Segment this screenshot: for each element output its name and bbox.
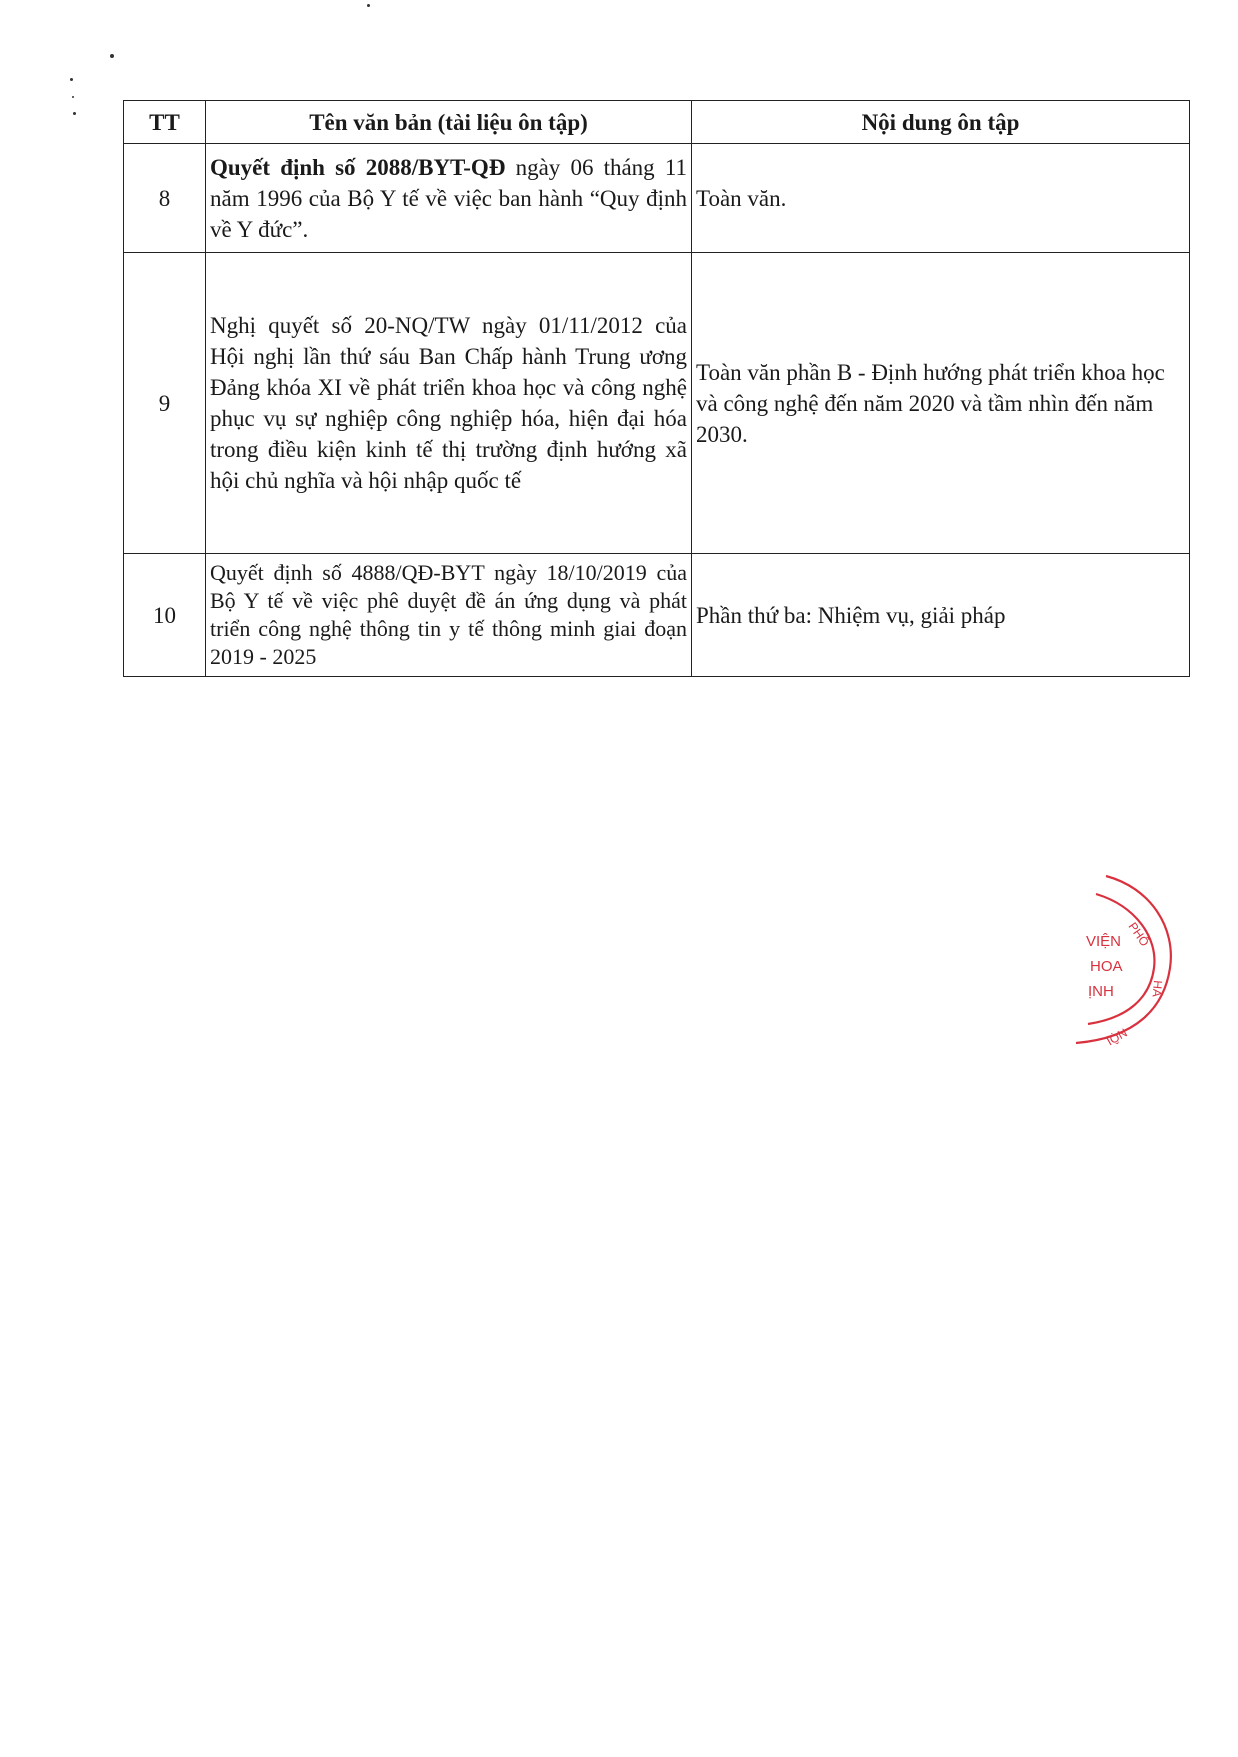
document-title-rest: ngày 06 tháng 11 năm 1996 của Bộ Y tế về việc ban hành “Quy định về Y đức”. xyxy=(210,154,687,242)
table-row xyxy=(124,253,1190,554)
document-title xyxy=(206,144,692,253)
seal-arc-text: PHỐ xyxy=(1125,919,1152,950)
header-document: Tên văn bản (tài liệu ôn tập) xyxy=(206,101,692,144)
scan-speck xyxy=(367,4,370,7)
header-content: Nội dung ôn tập xyxy=(692,101,1190,144)
scan-speck xyxy=(70,78,73,81)
scan-speck xyxy=(110,54,114,58)
official-seal-stamp xyxy=(1066,868,1186,1068)
review-content: Toàn văn phần B - Định hướng phát triển khoa học và công nghệ đến năm 2020 và tầm nhìn đến năm 2030. xyxy=(692,253,1190,554)
document-title: Quyết định số 4888/QĐ-BYT ngày 18/10/2019 của Bộ Y tế về việc phê duyệt đề án ứng dụng và phát triển công nghệ thông tin y tế thông minh giai đoạn 2019 - 2025 xyxy=(206,554,692,677)
row-number: 9 xyxy=(124,253,206,554)
seal-text-line: HOA xyxy=(1090,958,1123,975)
row-number: 8 xyxy=(124,144,206,253)
seal-arc-text: NỘI xyxy=(1104,1025,1130,1049)
table-header-row xyxy=(124,101,1190,144)
seal-text-line: ỊNH xyxy=(1088,983,1114,1000)
review-content: Phần thứ ba: Nhiệm vụ, giải pháp xyxy=(692,554,1190,677)
scan-speck xyxy=(72,96,74,98)
header-tt: TT xyxy=(124,101,206,144)
scan-speck xyxy=(73,112,76,115)
row-number: 10 xyxy=(124,554,206,677)
table-row xyxy=(124,144,1190,253)
document-title: Nghị quyết số 20-NQ/TW ngày 01/11/2012 của Hội nghị lần thứ sáu Ban Chấp hành Trung ương Đảng khóa XI về phát triển khoa học và công nghệ phục vụ sự nghiệp công nghiệp hóa, hiện đại hóa trong điều kiện kinh tế thị trường định hướng xã hội chủ nghĩa và hội nhập quốc tế xyxy=(206,253,692,554)
seal-text-line: VIỆN xyxy=(1086,933,1122,950)
seal-arc-text: HÀ xyxy=(1149,979,1165,998)
review-materials-table xyxy=(123,100,1190,677)
table-row xyxy=(124,554,1190,677)
review-content: Toàn văn. xyxy=(692,144,1190,253)
document-title-bold: Quyết định số 2088/BYT-QĐ xyxy=(210,154,506,180)
